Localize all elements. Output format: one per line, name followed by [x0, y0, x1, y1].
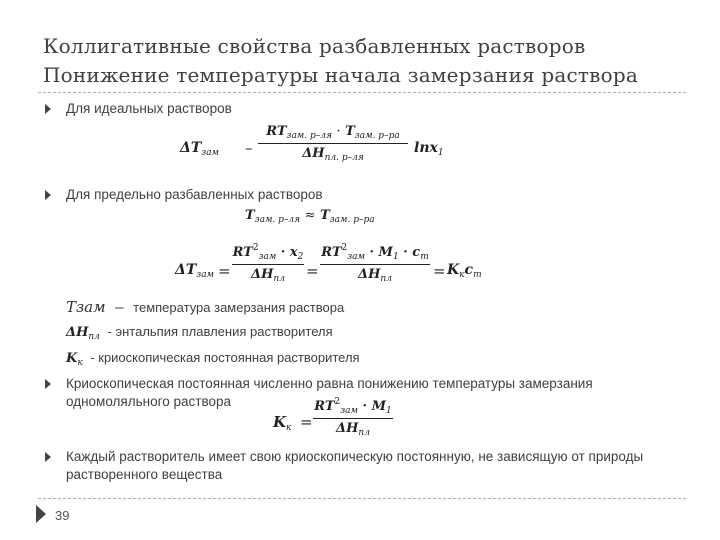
formula1-minus: –: [245, 139, 253, 157]
f3-rest-sub: 1: [385, 406, 392, 416]
f3-num: RT: [314, 399, 335, 414]
formula2-rhs-c: c: [464, 262, 474, 278]
bullet-arrow-icon: [45, 190, 51, 200]
def-tzam-text: температура замерзания раствора: [133, 300, 345, 315]
approx-left: T: [245, 208, 255, 223]
formula1-num-dot: ·: [336, 124, 341, 139]
def-kk-text: - криоскопическая постоянная растворителя: [90, 350, 360, 365]
formula2-eq-1: =: [218, 262, 231, 280]
approx-left-sub: зам. р–ля: [254, 215, 301, 225]
f3-sub: зам: [340, 406, 359, 416]
formula2-lhs-sub: зам: [196, 270, 215, 280]
formula1-fraction: [258, 124, 408, 163]
f3-den-sub: пл: [358, 428, 370, 438]
f3-sup: 2: [334, 397, 341, 407]
footer-divider: [38, 498, 686, 499]
formula1-num: RT: [266, 124, 287, 139]
formula1-num-t: T: [345, 124, 355, 139]
bullet-solvent-constant: Каждый растворитель имеет свою криоскопическую постоянную, не зависящую от природы растворенного вещества: [66, 449, 644, 482]
slide-number-arrow-icon: [36, 505, 46, 523]
def-tzam-sep: –: [115, 299, 124, 316]
def-kk-sub: к: [77, 358, 83, 368]
f2-2-tail: · c: [398, 245, 421, 260]
f2-1-num: RT: [232, 245, 253, 260]
f2-2-tail-sub: m: [420, 252, 429, 262]
formula3-fraction: [313, 397, 393, 438]
bullet-dilute-solutions: Для предельно разбавленных растворов: [66, 187, 323, 202]
def-tzam-symbol: Tзам: [66, 298, 106, 316]
f2-2-den-sub: пл: [380, 274, 392, 284]
formula2-fraction-2: [320, 243, 430, 284]
f2-2-rest: · M: [364, 245, 393, 260]
f2-1-rest-sub: 2: [297, 252, 304, 262]
formula2-fraction-1: [232, 243, 304, 284]
f2-1-sup: 2: [252, 243, 259, 253]
f2-1-den-sub: пл: [273, 274, 285, 284]
f2-2-den: ΔH: [358, 267, 381, 282]
formula2-rhs: K: [447, 262, 460, 278]
f2-1-rest: · x: [276, 245, 298, 260]
definition-dh: [66, 324, 333, 342]
definition-tzam: [66, 298, 344, 316]
approx-right: T: [320, 208, 330, 223]
formula2-rhs-sub: к: [459, 270, 465, 280]
title-line-2: Понижение температуры начала замерзания раствора: [43, 63, 638, 87]
formula1-den: ΔH: [302, 146, 325, 161]
formula-approx: [245, 208, 375, 225]
formula2-eq-2: =: [306, 262, 319, 280]
f2-2-rest-sub: 1: [392, 252, 399, 262]
title-line-1: Коллигативные свойства разбавленных растворов: [43, 34, 586, 58]
def-kk-symbol: K: [66, 351, 78, 366]
title-divider: [38, 92, 686, 93]
bullet-cryoscopic-constant: Криоскопическая постоянная численно равна понижению температуры замерзания одномоляльного раствора: [66, 376, 593, 409]
approx-right-sub: зам. р–ра: [329, 215, 375, 225]
slide-number: 39: [55, 508, 70, 523]
bullet-arrow-icon: [45, 379, 51, 389]
formula2-lhs: ΔT: [175, 262, 197, 278]
formula3-lhs-sub: к: [286, 423, 292, 433]
formula1-den-sub: пл. р–ля: [324, 153, 364, 163]
formula1-rhs: lnx: [414, 140, 438, 156]
f2-1-sub: зам: [258, 252, 277, 262]
def-dh-symbol: ΔH: [66, 325, 89, 340]
formula3-lhs: K: [273, 413, 287, 431]
bullet-ideal-solutions: Для идеальных растворов: [66, 101, 232, 116]
def-dh-sub: пл: [88, 332, 100, 342]
formula1-lhs-sub: зам: [201, 148, 220, 158]
approx-sym: ≈: [304, 208, 316, 223]
f3-rest: · M: [358, 399, 386, 414]
f2-2-sup: 2: [341, 243, 348, 253]
bullet-arrow-icon: [45, 104, 51, 114]
f3-den: ΔH: [336, 421, 359, 436]
f2-2-num: RT: [321, 245, 342, 260]
def-dh-text: - энтальпия плавления растворителя: [107, 324, 333, 339]
bullet-arrow-icon: [45, 452, 51, 462]
formula3-eq: =: [300, 413, 313, 431]
formula1-num-sub: зам. р–ля: [286, 131, 332, 141]
formula1-rhs-sub: 1: [437, 148, 444, 158]
definition-kk: [66, 350, 360, 368]
f2-2-sub: зам: [347, 252, 365, 262]
formula2-eq-3: =: [433, 262, 446, 280]
formula1-num-t-sub: зам. р–ра: [354, 131, 400, 141]
formula1-lhs: ΔT: [180, 140, 202, 156]
formula2-rhs-c-sub: m: [473, 270, 482, 280]
f2-1-den: ΔH: [251, 267, 274, 282]
